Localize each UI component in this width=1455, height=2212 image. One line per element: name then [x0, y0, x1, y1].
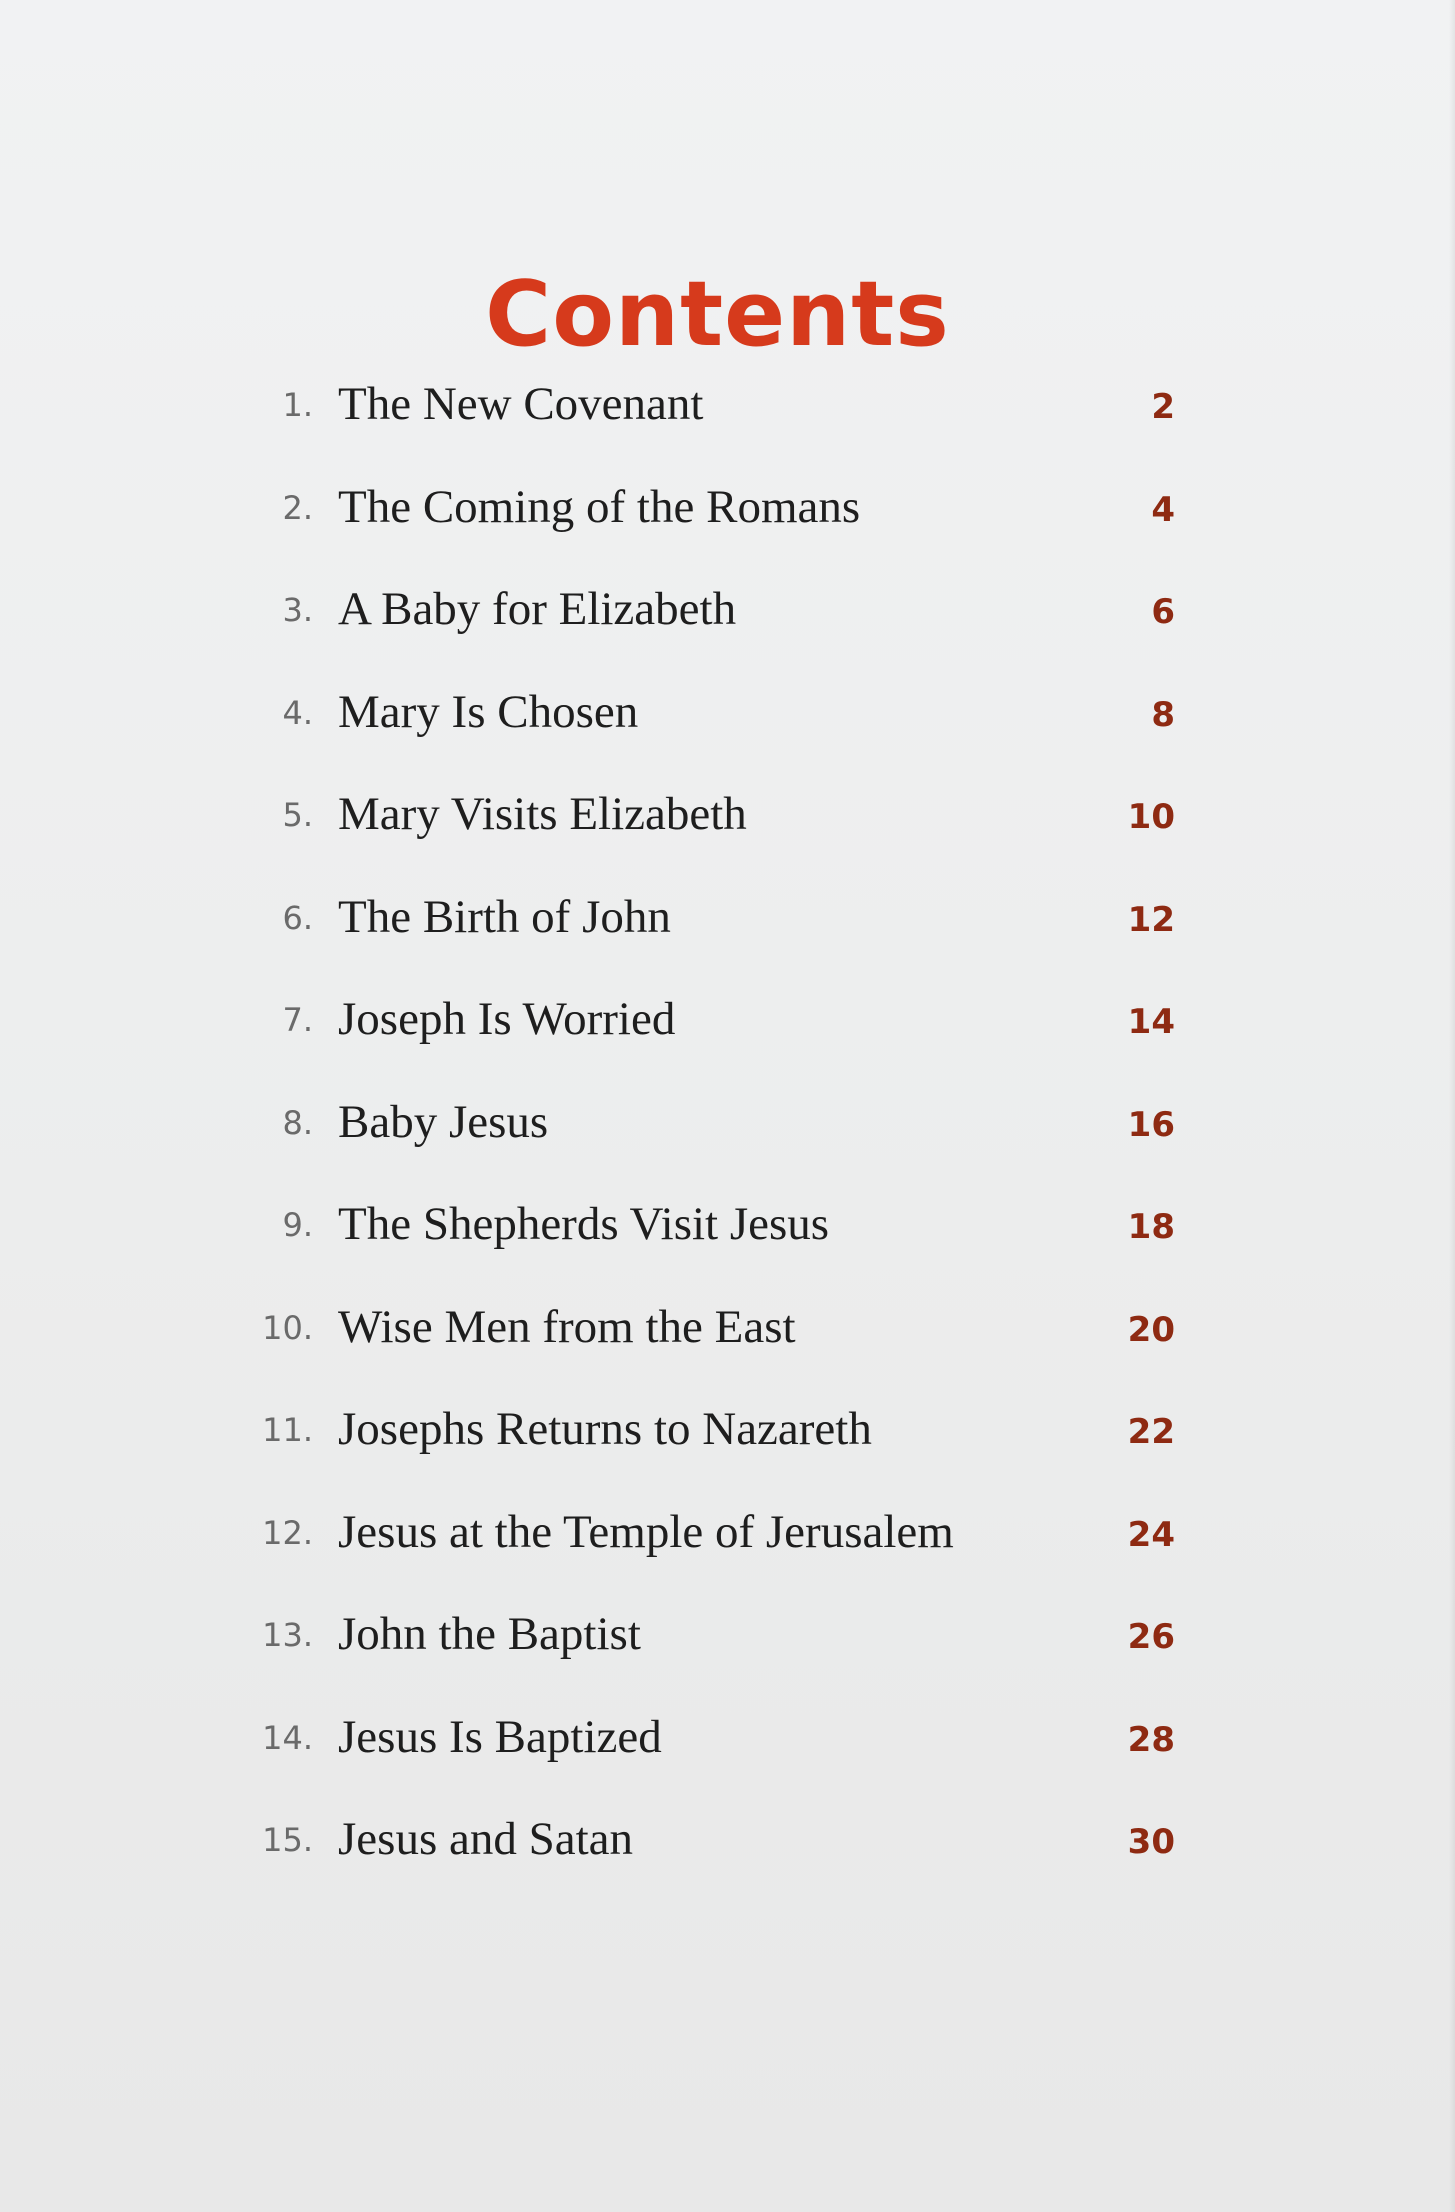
contents-heading: Contents [485, 262, 950, 368]
chapter-number: 14. [262, 1719, 313, 1757]
chapter-title: The Birth of John [338, 891, 671, 943]
page-number: 4 [1151, 490, 1175, 530]
page-number: 28 [1127, 1720, 1175, 1760]
page-number: 26 [1127, 1617, 1175, 1657]
page-number: 14 [1127, 1002, 1175, 1042]
toc-entry-15[interactable] [0, 1795, 1455, 1897]
chapter-number: 8. [282, 1104, 313, 1142]
chapter-title: Joseph Is Worried [338, 993, 676, 1045]
toc-entry-14[interactable] [0, 1693, 1455, 1795]
page-number: 16 [1127, 1105, 1175, 1145]
toc-entry-4[interactable] [0, 668, 1455, 770]
chapter-number: 4. [282, 694, 313, 732]
chapter-title: The New Covenant [338, 378, 704, 430]
toc-entry-1[interactable] [0, 360, 1455, 462]
chapter-title: Mary Visits Elizabeth [338, 788, 747, 840]
chapter-number: 12. [262, 1514, 313, 1552]
chapter-number: 9. [282, 1206, 313, 1244]
chapter-number: 6. [282, 899, 313, 937]
toc-entry-13[interactable] [0, 1590, 1455, 1692]
page-number: 10 [1127, 797, 1175, 837]
page-number: 18 [1127, 1207, 1175, 1247]
chapter-title: Jesus and Satan [338, 1813, 634, 1865]
chapter-title: Baby Jesus [338, 1096, 549, 1148]
page-number: 6 [1151, 592, 1175, 632]
chapter-title: Jesus Is Baptized [338, 1711, 662, 1763]
toc-entry-3[interactable] [0, 565, 1455, 667]
toc-entry-12[interactable] [0, 1488, 1455, 1590]
page-number: 20 [1127, 1310, 1175, 1350]
toc-entry-5[interactable] [0, 770, 1455, 872]
page-number: 30 [1127, 1822, 1175, 1862]
chapter-number: 1. [282, 386, 313, 424]
chapter-title: The Coming of the Romans [338, 481, 861, 533]
chapter-title: Wise Men from the East [338, 1301, 796, 1353]
chapter-title: The Shepherds Visit Jesus [338, 1198, 830, 1250]
chapter-number: 11. [262, 1411, 313, 1449]
page-number: 12 [1127, 900, 1175, 940]
toc-entry-6[interactable] [0, 873, 1455, 975]
toc-entry-8[interactable] [0, 1078, 1455, 1180]
chapter-title: Josephs Returns to Nazareth [338, 1403, 872, 1455]
chapter-number: 2. [282, 489, 313, 527]
chapter-title: Mary Is Chosen [338, 686, 639, 738]
chapter-title: A Baby for Elizabeth [338, 583, 737, 635]
chapter-number: 5. [282, 796, 313, 834]
chapter-title: John the Baptist [338, 1608, 641, 1660]
chapter-number: 13. [262, 1616, 313, 1654]
toc-entry-2[interactable] [0, 463, 1455, 565]
page-number: 22 [1127, 1412, 1175, 1452]
toc-entry-11[interactable] [0, 1385, 1455, 1487]
chapter-number: 10. [262, 1309, 313, 1347]
toc-entry-10[interactable] [0, 1283, 1455, 1385]
toc-entry-9[interactable] [0, 1180, 1455, 1282]
toc-entry-7[interactable] [0, 975, 1455, 1077]
chapter-title: Jesus at the Temple of Jerusalem [338, 1506, 954, 1558]
chapter-number: 7. [282, 1001, 313, 1039]
page-number: 8 [1151, 695, 1175, 735]
chapter-number: 15. [262, 1821, 313, 1859]
page-number: 24 [1127, 1515, 1175, 1555]
chapter-number: 3. [282, 591, 313, 629]
page-number: 2 [1151, 387, 1175, 427]
